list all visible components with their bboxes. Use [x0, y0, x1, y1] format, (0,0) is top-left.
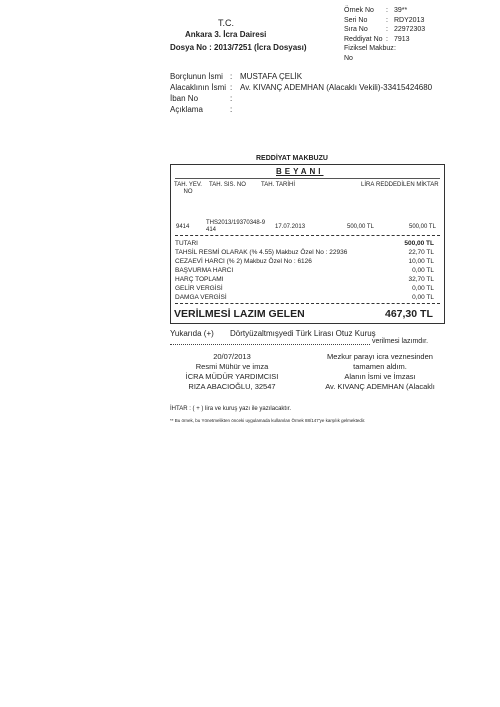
sign-date: 20/07/2013 [213, 352, 251, 361]
col-date: TAH. TARİHİ [261, 182, 296, 188]
receiver-name: Av. KIVANÇ ADEMHAN (Alacaklı [325, 382, 435, 391]
words-suffix: verilmesi lazımdır. [372, 338, 429, 345]
line-total: TUTARI 500,00 TL [175, 240, 434, 247]
info-row: Fiziksel Makbuz No : [344, 45, 396, 62]
receiver-signature-block [315, 352, 445, 392]
entry-sis: THS2013/19370348-9414 [206, 220, 266, 233]
col-lira: LİRA [361, 182, 375, 188]
description-row: Açıklama : [170, 105, 233, 114]
beyan-heading: BEYANI [276, 167, 324, 176]
official-title: İCRA MÜDÜR YARDIMCISI [185, 372, 279, 381]
line-damga: DAMGA VERGİSİ 0,00 TL [175, 294, 434, 301]
info-row: Seri No : RDY2013 [344, 16, 425, 24]
entry-date: 17.07.2013 [275, 224, 306, 230]
entry-lira: 500,00 TL [347, 224, 374, 230]
col-yev-no: TAH. YEV. NO [174, 182, 202, 195]
amount-in-words: Dörtyüzaltmışyedi Türk Lirası Otuz Kuruş [230, 329, 376, 338]
info-row: Örnek No : 39** [344, 7, 408, 14]
words-dotted-line [170, 344, 370, 345]
total-value: 467,30 TL [385, 308, 433, 320]
info-row: Reddiyat No : 7913 [344, 35, 410, 43]
col-amount: REDDEDİLEN MİKTAR [376, 182, 439, 188]
entry-yev: 9414 [176, 224, 190, 230]
words-prefix: Yukarıda (+) [170, 329, 214, 338]
receipt-title: REDDİYAT MAKBUZU [256, 155, 328, 162]
info-row: Sıra No : 22972303 [344, 26, 426, 33]
line-tahsil: TAHSİL RESMİ OLARAK (% 4.55) Makbuz Özel No : 22936 22,70 TL [175, 249, 434, 256]
entry-amount: 500,00 TL [409, 224, 436, 230]
receiver-label: Alanın İsmi ve İmzası [344, 372, 416, 381]
official-name: RIZA ABACIOĞLU, 32547 [188, 382, 276, 391]
seal-label: Resmi Mühür ve imza [195, 362, 269, 371]
office-name: Ankara 3. İcra Dairesi [185, 30, 267, 39]
receipt-statement: Mezkur parayı icra veznesinden [327, 352, 433, 361]
ihtar-note: İHTAR : ( + ) lira ve kuruş yazı ile yazılacaktır. [170, 406, 292, 412]
header-tc: T.C. [218, 18, 235, 28]
iban-row: İban No : [170, 94, 233, 103]
col-sis-no: TAH. SIS. NO [209, 182, 246, 188]
line-basvurma: BAŞVURMA HARCI 0,00 TL [175, 267, 434, 274]
line-harc-toplami: HARÇ TOPLAMI 32,70 TL [175, 276, 434, 283]
receipt-box [170, 164, 445, 324]
line-gelir: GELİR VERGİSİ 0,00 TL [175, 285, 434, 292]
total-label: VERİLMESİ LAZIM GELEN [174, 308, 305, 320]
receipt-info [344, 6, 494, 63]
line-cezaevi: CEZAEVİ HARCI (% 2) Makbuz Özel No : 6126 10,00 TL [175, 258, 434, 265]
file-number: Dosya No : 2013/7251 (İcra Dosyası) [170, 43, 307, 52]
receipt-statement-2: tamamen aldım. [353, 362, 407, 371]
footnote: ** Bu örnek, bu Yönetmelikten önceki uygulamada kullanılan Örnek 88/147'ye karşılık gelmektedir. [170, 418, 366, 423]
creditor-row: Alacaklının İsmi : Av. KIVANÇ ADEMHAN (Alacaklı Vekili)-33415424680 [170, 83, 433, 92]
debtor-row: Borçlunun İsmi : MUSTAFA ÇELİK [170, 72, 303, 81]
official-signature-block [172, 352, 292, 392]
